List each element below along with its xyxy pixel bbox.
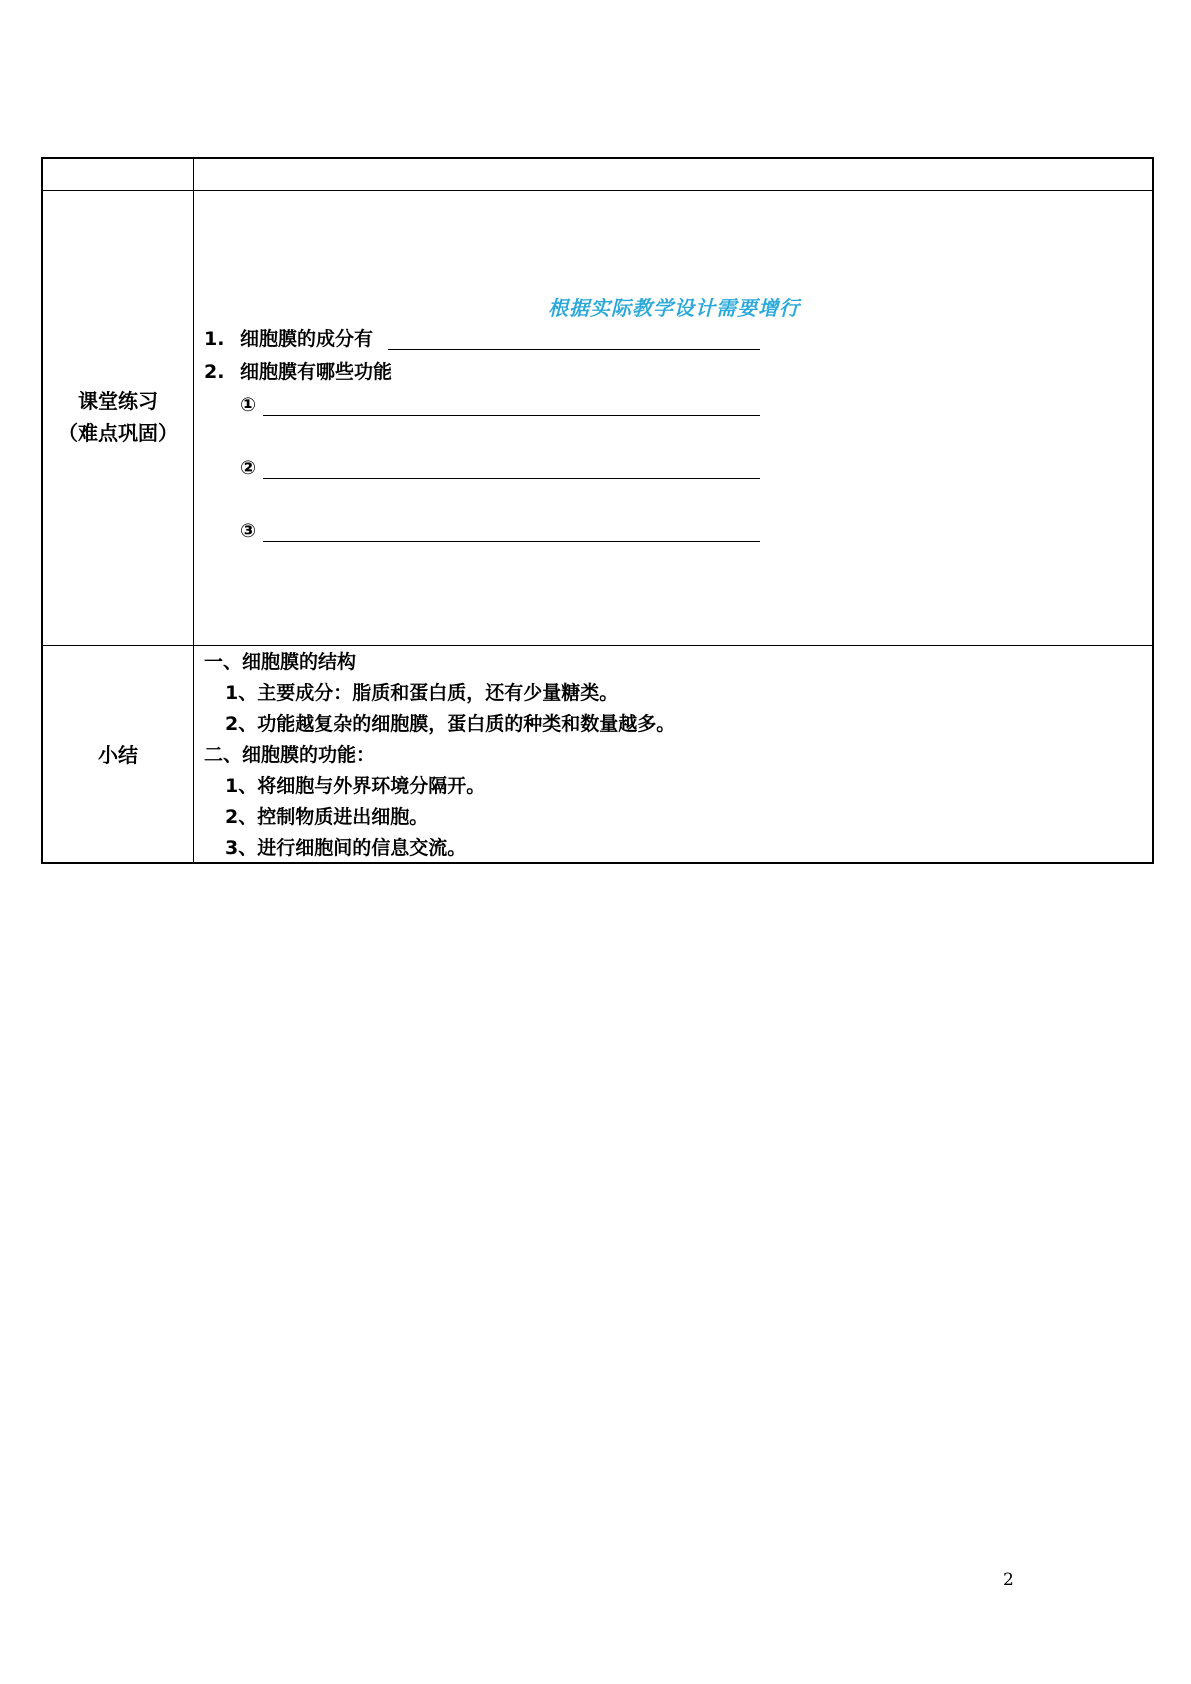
summary-line: 1、将细胞与外界环境分隔开。 [225, 775, 486, 797]
practice-label-line2: （难点巩固） [58, 421, 178, 445]
answer-1-blank [263, 415, 760, 416]
add-rows-note: 根据实际教学设计需要增行 [548, 296, 800, 320]
summary-label: 小结 [98, 743, 138, 767]
answer-3-mark: ③ [240, 520, 257, 542]
summary-line: 3、进行细胞间的信息交流。 [225, 837, 467, 859]
question-1-blank [388, 349, 760, 350]
answer-2-mark: ② [240, 457, 257, 479]
question-1-text: 细胞膜的成分有 [240, 328, 374, 350]
practice-label-line1: 课堂练习 [78, 389, 158, 413]
question-2-number: 2. [204, 361, 225, 383]
lesson-table [41, 157, 1154, 864]
answer-3-blank [263, 541, 760, 542]
answer-1-mark: ① [240, 394, 257, 416]
question-2-text: 细胞膜有哪些功能 [240, 361, 393, 383]
practice-label [43, 385, 193, 449]
page-number: 2 [1003, 1570, 1014, 1590]
summary-heading-structure: 一、细胞膜的结构 [204, 651, 357, 673]
row-divider-header [43, 190, 1152, 191]
summary-heading-function: 二、细胞膜的功能： [204, 744, 376, 766]
question-1-number: 1. [204, 328, 225, 350]
summary-line: 2、控制物质进出细胞。 [225, 806, 429, 828]
summary-line: 1、主要成分：脂质和蛋白质，还有少量糖类。 [225, 682, 619, 704]
row-divider-summary [43, 645, 1152, 646]
answer-2-blank [263, 478, 760, 479]
column-divider [193, 159, 194, 862]
summary-line: 2、功能越复杂的细胞膜，蛋白质的种类和数量越多。 [225, 713, 676, 735]
